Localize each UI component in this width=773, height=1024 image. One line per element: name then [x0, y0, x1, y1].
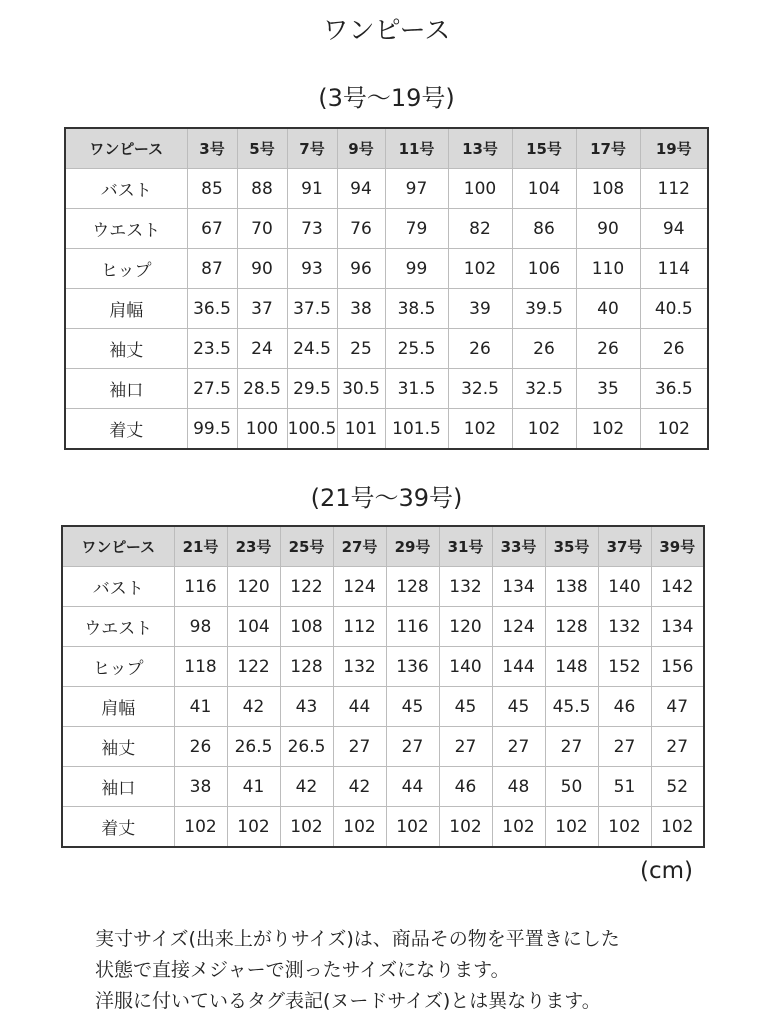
table-cell: 102: [598, 807, 651, 848]
table-cell: 41: [174, 687, 227, 727]
table-cell: 142: [651, 567, 704, 607]
table-cell: 85: [187, 169, 237, 209]
table-cell: 93: [287, 249, 337, 289]
table-cell: 38.5: [385, 289, 448, 329]
table-cell: 112: [640, 169, 708, 209]
table-cell: 102: [512, 409, 576, 450]
table-cell: 25.5: [385, 329, 448, 369]
table-cell: 38: [337, 289, 385, 329]
unit-label: (cm): [640, 858, 693, 884]
header-size-label: 19号: [640, 128, 708, 169]
table-cell: 27.5: [187, 369, 237, 409]
table-cell: 128: [280, 647, 333, 687]
table-cell: 116: [386, 607, 439, 647]
table-cell: 35: [576, 369, 640, 409]
header-size-label: 7号: [287, 128, 337, 169]
row-label: ヒップ: [65, 249, 187, 289]
table-cell: 82: [448, 209, 512, 249]
table-cell: 136: [386, 647, 439, 687]
table-cell: 102: [651, 807, 704, 848]
table-cell: 36.5: [187, 289, 237, 329]
table-cell: 116: [174, 567, 227, 607]
table-cell: 104: [512, 169, 576, 209]
table-cell: 134: [492, 567, 545, 607]
table-cell: 132: [598, 607, 651, 647]
table-cell: 108: [280, 607, 333, 647]
table-cell: 124: [333, 567, 386, 607]
table-cell: 39.5: [512, 289, 576, 329]
table-cell: 96: [337, 249, 385, 289]
table-cell: 40.5: [640, 289, 708, 329]
header-size-label: 27号: [333, 526, 386, 567]
table-cell: 108: [576, 169, 640, 209]
size-notes: [95, 924, 620, 1017]
table-cell: 90: [237, 249, 287, 289]
header-size-label: 5号: [237, 128, 287, 169]
table-row: [62, 567, 704, 607]
table-row: [65, 289, 708, 329]
header-size-label: 11号: [385, 128, 448, 169]
header-size-label: 17号: [576, 128, 640, 169]
table-cell: 122: [280, 567, 333, 607]
table-cell: 47: [651, 687, 704, 727]
table-cell: 101: [337, 409, 385, 450]
table-cell: 44: [386, 767, 439, 807]
header-size-label: 25号: [280, 526, 333, 567]
table-cell: 45: [492, 687, 545, 727]
table-cell: 27: [386, 727, 439, 767]
table-cell: 110: [576, 249, 640, 289]
header-item-label: ワンピース: [65, 128, 187, 169]
table-cell: 46: [598, 687, 651, 727]
table-cell: 42: [280, 767, 333, 807]
table-row: [65, 169, 708, 209]
table-header-row: [65, 128, 708, 169]
table-cell: 27: [333, 727, 386, 767]
table-cell: 27: [492, 727, 545, 767]
table-cell: 156: [651, 647, 704, 687]
table-cell: 42: [333, 767, 386, 807]
table-cell: 27: [439, 727, 492, 767]
table-cell: 99.5: [187, 409, 237, 450]
table-cell: 86: [512, 209, 576, 249]
row-label: 袖丈: [65, 329, 187, 369]
table-cell: 102: [174, 807, 227, 848]
table-cell: 40: [576, 289, 640, 329]
table-cell: 79: [385, 209, 448, 249]
table-row: [62, 647, 704, 687]
row-label: 袖丈: [62, 727, 174, 767]
note-line: 状態で直接メジャーで測ったサイズになります。: [95, 959, 510, 981]
table-cell: 144: [492, 647, 545, 687]
table-cell: 70: [237, 209, 287, 249]
table-cell: 52: [651, 767, 704, 807]
table-cell: 32.5: [512, 369, 576, 409]
header-size-label: 3号: [187, 128, 237, 169]
table-cell: 132: [439, 567, 492, 607]
table-cell: 26.5: [280, 727, 333, 767]
table-cell: 138: [545, 567, 598, 607]
row-label: 着丈: [62, 807, 174, 848]
header-size-label: 9号: [337, 128, 385, 169]
table-cell: 134: [651, 607, 704, 647]
table-cell: 124: [492, 607, 545, 647]
header-size-label: 15号: [512, 128, 576, 169]
size-range-heading-small: (3号〜19号): [318, 84, 455, 112]
table-row: [65, 409, 708, 450]
table-cell: 29.5: [287, 369, 337, 409]
table-cell: 27: [651, 727, 704, 767]
table-cell: 44: [333, 687, 386, 727]
table-cell: 76: [337, 209, 385, 249]
table-cell: 94: [337, 169, 385, 209]
table-cell: 26.5: [227, 727, 280, 767]
table-cell: 73: [287, 209, 337, 249]
table-cell: 43: [280, 687, 333, 727]
table-cell: 102: [448, 249, 512, 289]
table-cell: 46: [439, 767, 492, 807]
table-cell: 91: [287, 169, 337, 209]
table-cell: 27: [598, 727, 651, 767]
row-label: 肩幅: [62, 687, 174, 727]
table-row: [62, 727, 704, 767]
table-cell: 152: [598, 647, 651, 687]
table-cell: 41: [227, 767, 280, 807]
header-size-label: 33号: [492, 526, 545, 567]
table-cell: 140: [598, 567, 651, 607]
header-size-label: 35号: [545, 526, 598, 567]
table-cell: 32.5: [448, 369, 512, 409]
table-cell: 122: [227, 647, 280, 687]
table-row: [65, 329, 708, 369]
table-cell: 24: [237, 329, 287, 369]
table-cell: 102: [227, 807, 280, 848]
row-label: 肩幅: [65, 289, 187, 329]
table-cell: 102: [448, 409, 512, 450]
table-cell: 102: [640, 409, 708, 450]
table-cell: 132: [333, 647, 386, 687]
row-label: ウエスト: [62, 607, 174, 647]
table-cell: 31.5: [385, 369, 448, 409]
header-size-label: 13号: [448, 128, 512, 169]
table-cell: 102: [492, 807, 545, 848]
table-cell: 102: [545, 807, 598, 848]
table-cell: 140: [439, 647, 492, 687]
table-cell: 102: [439, 807, 492, 848]
table-cell: 26: [174, 727, 227, 767]
table-cell: 24.5: [287, 329, 337, 369]
table-cell: 26: [512, 329, 576, 369]
table-cell: 101.5: [385, 409, 448, 450]
note-line: 実寸サイズ(出来上がりサイズ)は、商品その物を平置きにした: [95, 928, 620, 950]
table-cell: 100: [237, 409, 287, 450]
table-row: [65, 249, 708, 289]
table-cell: 90: [576, 209, 640, 249]
table-cell: 112: [333, 607, 386, 647]
table-cell: 50: [545, 767, 598, 807]
page-title: ワンピース: [322, 16, 451, 46]
table-cell: 45: [386, 687, 439, 727]
table-cell: 27: [545, 727, 598, 767]
row-label: バスト: [65, 169, 187, 209]
header-size-label: 37号: [598, 526, 651, 567]
table-cell: 148: [545, 647, 598, 687]
table-cell: 94: [640, 209, 708, 249]
table-cell: 39: [448, 289, 512, 329]
header-size-label: 29号: [386, 526, 439, 567]
table-cell: 120: [439, 607, 492, 647]
header-item-label: ワンピース: [62, 526, 174, 567]
header-size-label: 21号: [174, 526, 227, 567]
table-cell: 97: [385, 169, 448, 209]
table-cell: 26: [576, 329, 640, 369]
table-cell: 23.5: [187, 329, 237, 369]
row-label: 着丈: [65, 409, 187, 450]
table-cell: 99: [385, 249, 448, 289]
table-cell: 120: [227, 567, 280, 607]
table-cell: 48: [492, 767, 545, 807]
header-size-label: 23号: [227, 526, 280, 567]
table-cell: 128: [545, 607, 598, 647]
table-cell: 42: [227, 687, 280, 727]
table-cell: 102: [386, 807, 439, 848]
table-cell: 36.5: [640, 369, 708, 409]
table-cell: 104: [227, 607, 280, 647]
table-row: [62, 687, 704, 727]
table-cell: 106: [512, 249, 576, 289]
table-cell: 45.5: [545, 687, 598, 727]
table-cell: 88: [237, 169, 287, 209]
table-cell: 26: [640, 329, 708, 369]
table-cell: 26: [448, 329, 512, 369]
table-cell: 98: [174, 607, 227, 647]
table-cell: 102: [333, 807, 386, 848]
table-cell: 37: [237, 289, 287, 329]
table-row: [65, 369, 708, 409]
table-cell: 102: [576, 409, 640, 450]
header-size-label: 31号: [439, 526, 492, 567]
table-cell: 30.5: [337, 369, 385, 409]
table-cell: 25: [337, 329, 385, 369]
size-range-heading-large: (21号〜39号): [310, 484, 463, 512]
table-row: [65, 209, 708, 249]
row-label: 袖口: [62, 767, 174, 807]
table-cell: 38: [174, 767, 227, 807]
table-cell: 28.5: [237, 369, 287, 409]
header-size-label: 39号: [651, 526, 704, 567]
table-cell: 128: [386, 567, 439, 607]
table-row: [62, 607, 704, 647]
size-table-large: [61, 525, 705, 848]
table-cell: 102: [280, 807, 333, 848]
table-row: [62, 767, 704, 807]
table-cell: 114: [640, 249, 708, 289]
table-cell: 100.5: [287, 409, 337, 450]
table-cell: 37.5: [287, 289, 337, 329]
note-line: 洋服に付いているタグ表記(ヌードサイズ)とは異なります。: [95, 990, 601, 1012]
row-label: 袖口: [65, 369, 187, 409]
row-label: ヒップ: [62, 647, 174, 687]
table-row: [62, 807, 704, 848]
size-table-small: [64, 127, 709, 450]
table-cell: 67: [187, 209, 237, 249]
table-header-row: [62, 526, 704, 567]
row-label: ウエスト: [65, 209, 187, 249]
row-label: バスト: [62, 567, 174, 607]
table-cell: 45: [439, 687, 492, 727]
table-cell: 118: [174, 647, 227, 687]
table-cell: 51: [598, 767, 651, 807]
table-cell: 87: [187, 249, 237, 289]
table-cell: 100: [448, 169, 512, 209]
